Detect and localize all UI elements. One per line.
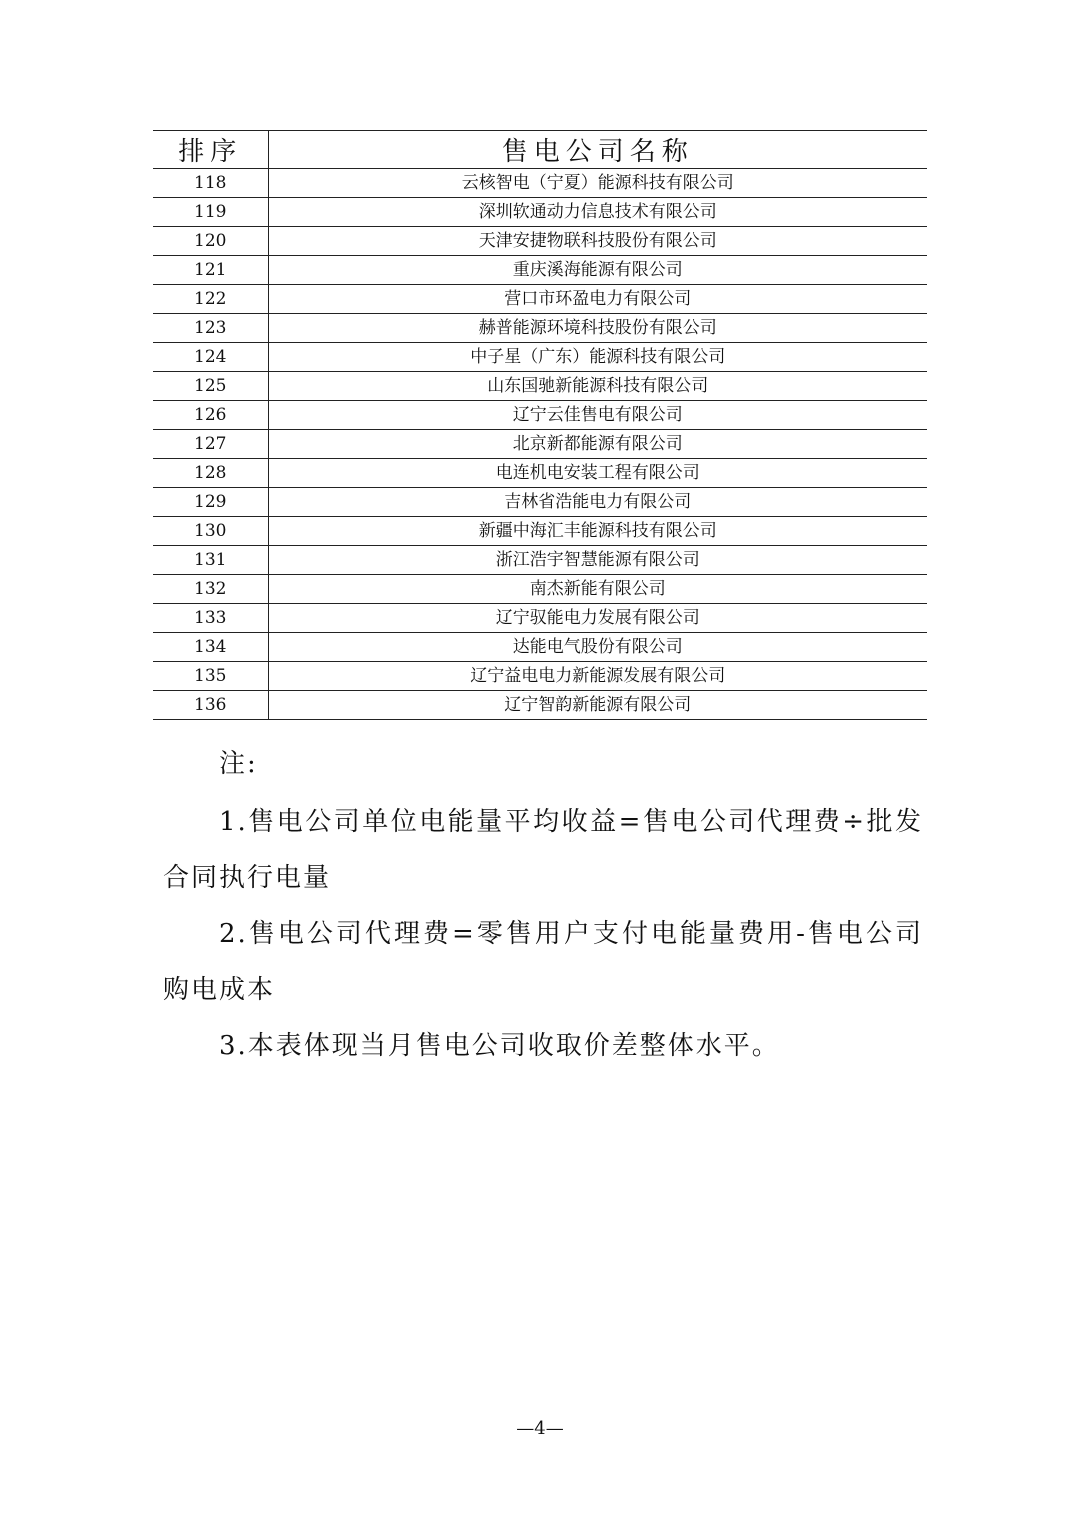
table-row bbox=[153, 517, 927, 546]
company-name-cell: 中子星（广东）能源科技有限公司 bbox=[268, 343, 927, 372]
table-row bbox=[153, 314, 927, 343]
rank-cell: 123 bbox=[153, 314, 268, 343]
rank-cell: 133 bbox=[153, 604, 268, 633]
table-row bbox=[153, 575, 927, 604]
table-row bbox=[153, 691, 927, 720]
table-row bbox=[153, 459, 927, 488]
company-name-cell: 云核智电（宁夏）能源科技有限公司 bbox=[268, 169, 927, 198]
rank-cell: 125 bbox=[153, 372, 268, 401]
company-name-cell: 辽宁益电电力新能源发展有限公司 bbox=[268, 662, 927, 691]
rank-cell: 129 bbox=[153, 488, 268, 517]
company-name-column-header: 售电公司名称 bbox=[268, 131, 927, 169]
table-row bbox=[153, 343, 927, 372]
table-row bbox=[153, 662, 927, 691]
retail-company-ranking-table bbox=[153, 130, 927, 720]
notes-section bbox=[163, 736, 923, 1074]
company-name-cell: 营口市环盈电力有限公司 bbox=[268, 285, 927, 314]
rank-cell: 131 bbox=[153, 546, 268, 575]
company-name-cell: 电连机电安装工程有限公司 bbox=[268, 459, 927, 488]
rank-cell: 120 bbox=[153, 227, 268, 256]
company-name-cell: 辽宁智韵新能源有限公司 bbox=[268, 691, 927, 720]
rank-cell: 119 bbox=[153, 198, 268, 227]
rank-cell: 136 bbox=[153, 691, 268, 720]
note-item: 2.售电公司代理费=零售用户支付电能量费用-售电公司购电成本 bbox=[163, 919, 923, 1005]
rank-cell: 126 bbox=[153, 401, 268, 430]
rank-cell: 121 bbox=[153, 256, 268, 285]
rank-cell: 124 bbox=[153, 343, 268, 372]
rank-cell: 130 bbox=[153, 517, 268, 546]
table-header-row bbox=[153, 131, 927, 169]
rank-cell: 135 bbox=[153, 662, 268, 691]
company-name-cell: 赫普能源环境科技股份有限公司 bbox=[268, 314, 927, 343]
table-row bbox=[153, 372, 927, 401]
table-row bbox=[153, 488, 927, 517]
company-name-cell: 辽宁云佳售电有限公司 bbox=[268, 401, 927, 430]
note-item: 1.售电公司单位电能量平均收益=售电公司代理费÷批发合同执行电量 bbox=[163, 807, 923, 893]
rank-cell: 122 bbox=[153, 285, 268, 314]
table-row bbox=[153, 546, 927, 575]
rank-column-header: 排序 bbox=[153, 131, 268, 169]
company-name-cell: 浙江浩宇智慧能源有限公司 bbox=[268, 546, 927, 575]
company-name-cell: 新疆中海汇丰能源科技有限公司 bbox=[268, 517, 927, 546]
rank-cell: 132 bbox=[153, 575, 268, 604]
company-name-cell: 山东国驰新能源科技有限公司 bbox=[268, 372, 927, 401]
page-number: —4— bbox=[516, 1418, 564, 1439]
company-name-cell: 北京新都能源有限公司 bbox=[268, 430, 927, 459]
rank-cell: 118 bbox=[153, 169, 268, 198]
company-name-cell: 重庆溪海能源有限公司 bbox=[268, 256, 927, 285]
company-name-cell: 天津安捷物联科技股份有限公司 bbox=[268, 227, 927, 256]
company-name-cell: 南杰新能有限公司 bbox=[268, 575, 927, 604]
table-row bbox=[153, 256, 927, 285]
table-row bbox=[153, 198, 927, 227]
company-name-cell: 辽宁驭能电力发展有限公司 bbox=[268, 604, 927, 633]
rank-cell: 127 bbox=[153, 430, 268, 459]
company-name-cell: 吉林省浩能电力有限公司 bbox=[268, 488, 927, 517]
table-row bbox=[153, 401, 927, 430]
table-row bbox=[153, 604, 927, 633]
company-name-cell: 深圳软通动力信息技术有限公司 bbox=[268, 198, 927, 227]
rank-cell: 128 bbox=[153, 459, 268, 488]
table-row bbox=[153, 430, 927, 459]
table-row bbox=[153, 227, 927, 256]
table-row bbox=[153, 169, 927, 198]
notes-title: 注: bbox=[219, 749, 258, 779]
table-row bbox=[153, 633, 927, 662]
note-item: 3.本表体现当月售电公司收取价差整体水平。 bbox=[219, 1031, 780, 1061]
company-name-cell: 达能电气股份有限公司 bbox=[268, 633, 927, 662]
table-row bbox=[153, 285, 927, 314]
rank-cell: 134 bbox=[153, 633, 268, 662]
